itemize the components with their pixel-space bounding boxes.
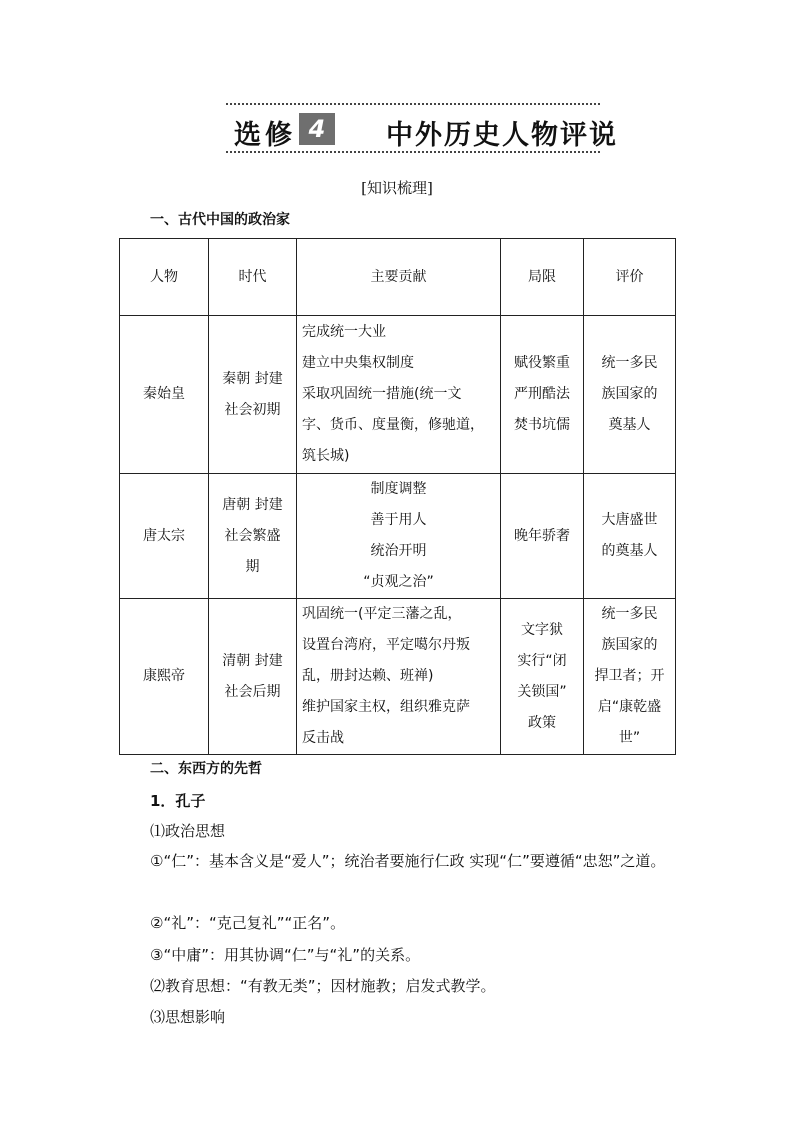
cell-line: 统一多民: [601, 355, 658, 371]
cell-evaluation: [584, 599, 676, 755]
item-political-thought: ⑴政治思想: [150, 822, 226, 840]
header-person: 人物: [120, 239, 209, 316]
cell-line: 唐朝 封建: [222, 496, 283, 513]
cell-era: [209, 316, 297, 474]
point-ren: ①“仁”：基本含义是“爱人”；统治者要施行仁政 实现“仁”要遵循“忠恕”之道。: [150, 852, 666, 870]
banner-top-rule: [226, 103, 600, 105]
cell-evaluation: [584, 474, 676, 599]
cell-line: 族国家的: [601, 386, 658, 402]
table-row: [120, 599, 676, 755]
cell-line: 社会繁盛: [224, 527, 281, 544]
cell-line: 期: [245, 558, 260, 575]
banner-title-elective: 选修: [234, 120, 296, 151]
header-evaluation: 评价: [584, 239, 676, 316]
cell-line: “贞观之治”: [363, 574, 434, 590]
banner-title-main: 中外历史人物评说: [386, 120, 618, 151]
cell-line: 赋役繁重: [514, 355, 570, 371]
cell-line: 统治开明: [370, 543, 427, 559]
item-influence: ⑶思想影响: [150, 1008, 226, 1026]
cell-line: 维护国家主权，组织雅克萨: [302, 699, 470, 715]
table-header-row: [120, 239, 676, 316]
cell-line: 社会后期: [224, 683, 281, 700]
table-row: [120, 474, 676, 599]
cell-contributions: [297, 599, 501, 755]
cell-line: 社会初期: [224, 401, 281, 418]
cell-line: 奠基人: [608, 417, 651, 433]
cell-line: 大唐盛世: [601, 512, 658, 528]
banner-bottom-rule: [226, 151, 600, 153]
section-title-philosophers: 二、东西方的先哲: [150, 761, 262, 777]
cell-line: 的奠基人: [601, 543, 658, 559]
cell-contributions: [297, 474, 501, 599]
cell-line: 完成统一大业: [302, 324, 386, 340]
point-zhongyong: ③“中庸”：用其协调“仁”与“礼”的关系。: [150, 946, 421, 964]
cell-person: 康熙帝: [120, 599, 209, 755]
cell-line: 关锁国”: [517, 683, 567, 700]
politicians-table: [119, 238, 676, 755]
cell-line: 制度调整: [370, 481, 427, 497]
cell-limits: [501, 599, 584, 755]
cell-line: 捍卫者；开: [594, 668, 665, 684]
cell-era: [209, 474, 297, 599]
cell-line: 清朝 封建: [222, 652, 283, 669]
cell-evaluation: [584, 316, 676, 474]
subheading: [知识梳理]: [361, 179, 433, 197]
cell-line: 秦朝 封建: [222, 370, 283, 387]
cell-line: 严刑酷法: [514, 386, 570, 402]
item-education-thought: ⑵教育思想：“有教无类”；因材施教；启发式教学。: [150, 977, 496, 995]
chapter-banner: [226, 101, 618, 155]
table-row: [120, 316, 676, 474]
section-title-politicians: 一、古代中国的政治家: [150, 212, 290, 228]
cell-line: 焚书坑儒: [514, 417, 570, 433]
cell-line: 实行“闭: [517, 652, 567, 669]
cell-line: 乱，册封达赖、班禅): [302, 668, 434, 684]
banner-module-number: 4: [299, 113, 335, 145]
cell-line: 字、货币、度量衡，修驰道，: [302, 417, 484, 433]
cell-line: 世”: [618, 730, 641, 746]
cell-line: 反击战: [302, 730, 344, 746]
cell-person: 秦始皇: [120, 316, 209, 474]
cell-line: 善于用人: [370, 512, 427, 528]
cell-era: [209, 599, 297, 755]
cell-limits: [501, 316, 584, 474]
cell-line: 族国家的: [601, 637, 658, 653]
header-limits: 局限: [501, 239, 584, 316]
cell-line: 文字狱: [521, 621, 563, 638]
cell-line: 晚年骄奢: [514, 527, 570, 544]
cell-line: 设置台湾府，平定噶尔丹叛: [302, 637, 470, 653]
cell-line: 采取巩固统一措施(统一文: [302, 386, 462, 402]
cell-line: 筑长城): [302, 448, 350, 464]
subsection-confucius: 1．孔子: [150, 792, 206, 810]
cell-contributions: [297, 316, 501, 474]
cell-line: 政策: [528, 714, 556, 731]
cell-line: 建立中央集权制度: [302, 355, 414, 371]
header-era: 时代: [209, 239, 297, 316]
cell-line: 启“康乾盛: [597, 699, 662, 715]
point-li: ②“礼”：“克己复礼”“正名”。: [150, 914, 346, 932]
header-contributions: 主要贡献: [297, 239, 501, 316]
cell-limits: [501, 474, 584, 599]
cell-person: 唐太宗: [120, 474, 209, 599]
cell-line: 统一多民: [601, 606, 658, 622]
cell-line: 巩固统一(平定三藩之乱，: [302, 606, 462, 622]
